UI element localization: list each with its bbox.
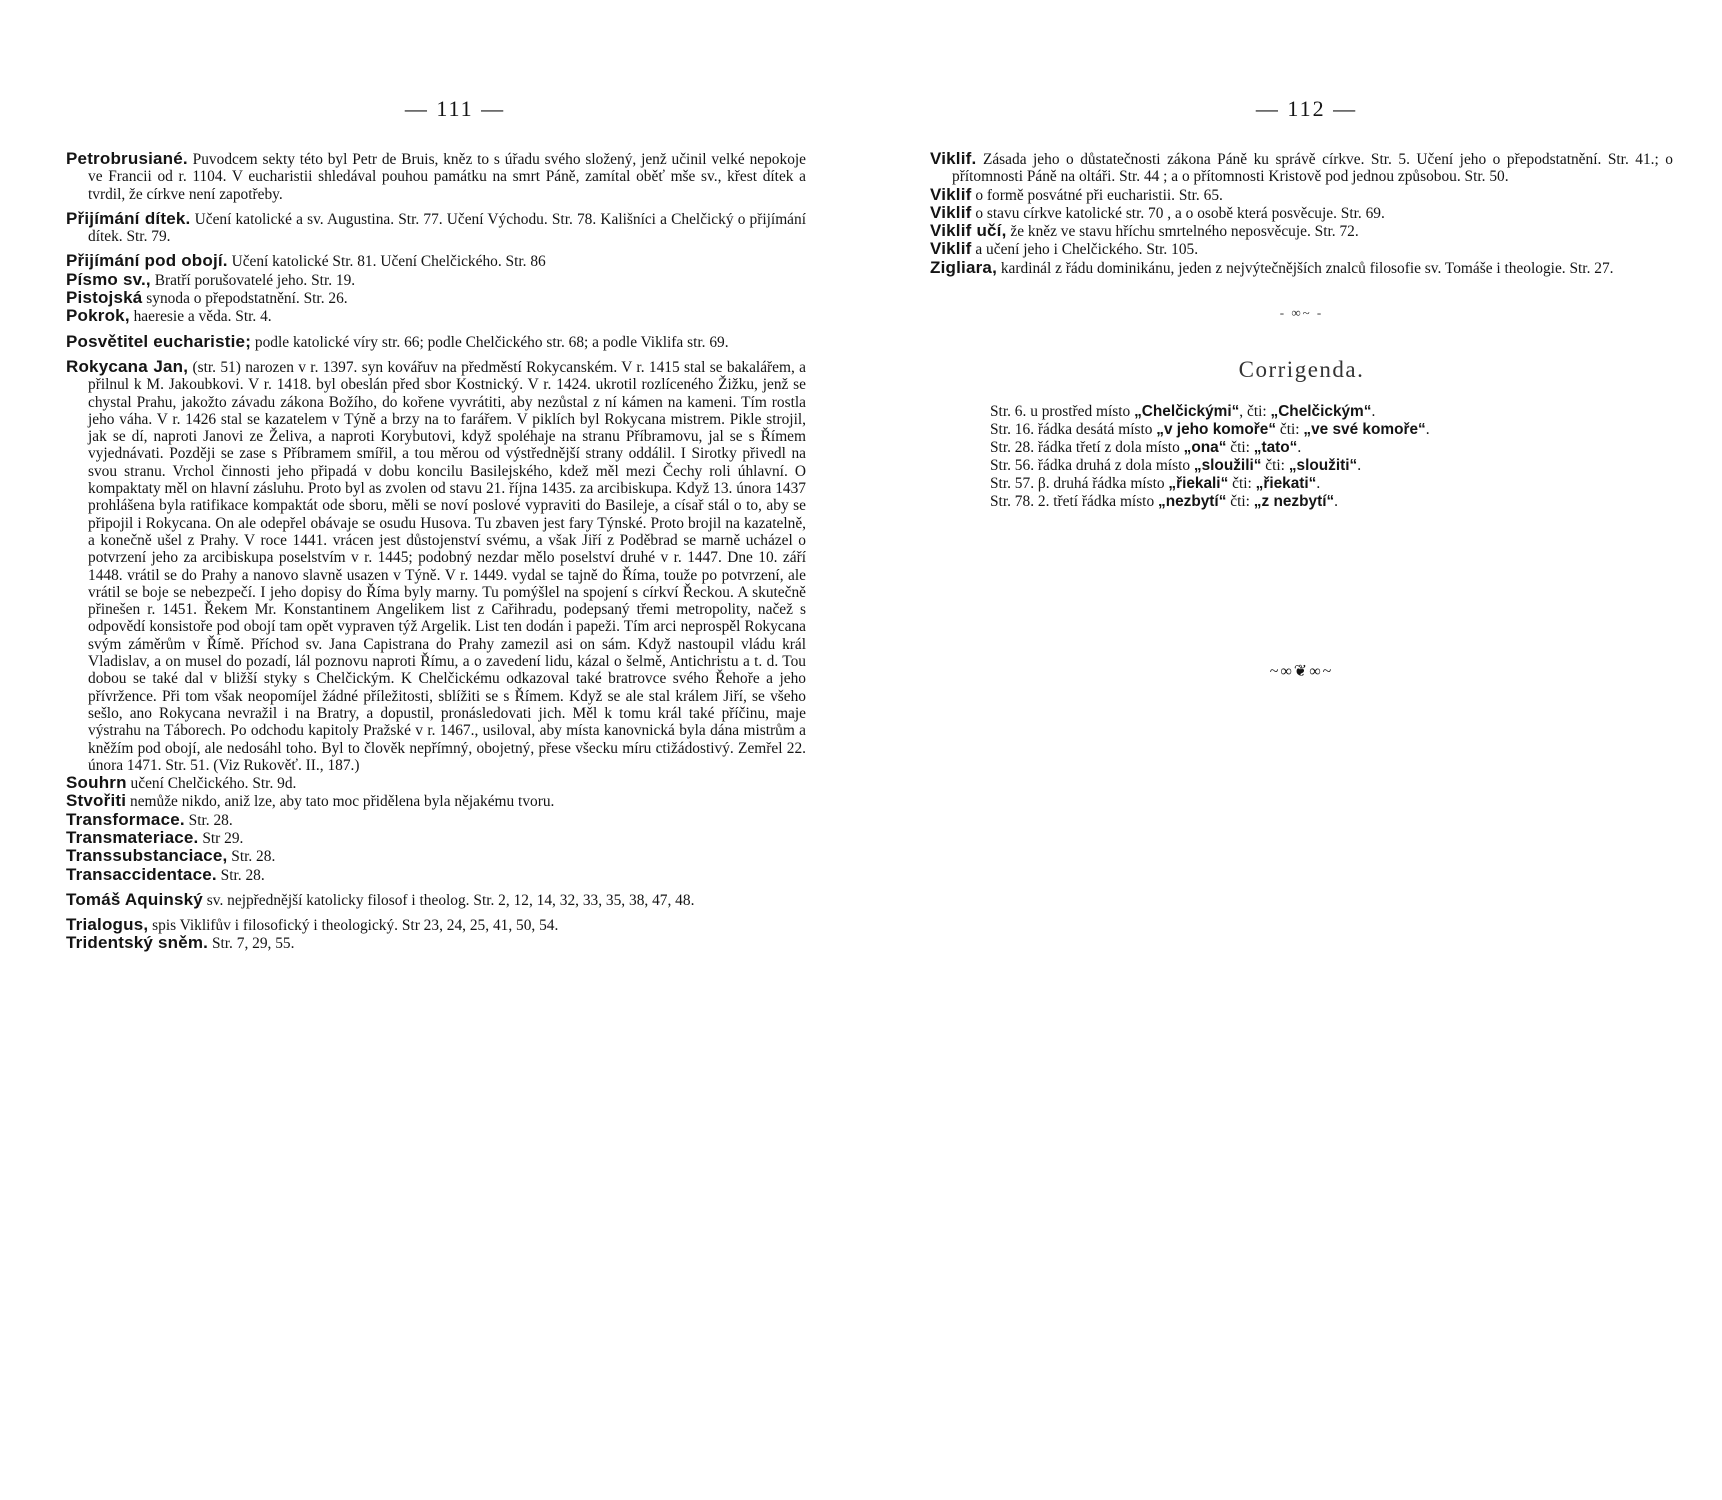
corr-end: . bbox=[1425, 421, 1430, 439]
index-entry bbox=[930, 186, 1673, 204]
entry-text: že kněz ve stavu hříchu smrtelného neposvěcuje. Str. 72. bbox=[1006, 223, 1359, 241]
corr-sep: čti: bbox=[1226, 439, 1254, 457]
entry-heading: Transformace. bbox=[66, 809, 185, 829]
corr-wrong: „sloužili“ bbox=[1193, 457, 1262, 475]
corr-end: . bbox=[1334, 493, 1339, 511]
corr-sep: čti: bbox=[1261, 457, 1289, 475]
entry-text: haeresie a věda. Str. 4. bbox=[129, 308, 272, 326]
corr-wrong: „ona“ bbox=[1183, 439, 1227, 457]
entry-heading: Posvětitel eucharistie; bbox=[66, 331, 252, 351]
entry-text: Str. 28. bbox=[184, 811, 233, 829]
entry-text: Učení katolické Str. 81. Učení Chelčického. Str. 86 bbox=[227, 253, 546, 271]
entry-text: synoda o přepodstatnění. Str. 26. bbox=[142, 290, 348, 308]
corr-sep: čti: bbox=[1228, 475, 1256, 493]
entry-heading: Tridentský sněm. bbox=[66, 933, 209, 953]
entry-text: o stavu církve katolické str. 70 , a o osobě která posvěcuje. Str. 69. bbox=[971, 204, 1385, 222]
corr-right: „ve své komoře“ bbox=[1303, 421, 1426, 439]
index-entry bbox=[930, 240, 1673, 258]
entry-heading: Zigliara, bbox=[930, 257, 997, 277]
corr-wrong: „Chelčickými“ bbox=[1134, 403, 1240, 421]
entry-heading: Pistojská bbox=[66, 288, 143, 308]
corr-ref: Str. 28. řádka třetí z dola místo bbox=[990, 439, 1184, 457]
entry-text: Bratří porušovatelé jeho. Str. 19. bbox=[150, 271, 356, 289]
entry-text: Str 29. bbox=[198, 829, 244, 847]
entry-text: kardinál z řádu dominikánu, jeden z nejvýtečnějších znalců filosofie sv. Tomáše i theologie. Str. 27. bbox=[997, 259, 1614, 277]
index-entry bbox=[66, 358, 806, 774]
corr-right: „Chelčickým“ bbox=[1270, 403, 1372, 421]
entry-text: Str. 28. bbox=[216, 866, 265, 884]
corrigenda-item bbox=[990, 475, 1673, 493]
entry-heading: Transmateriace. bbox=[66, 827, 199, 847]
entry-heading: Viklif učí, bbox=[930, 221, 1007, 241]
corrigenda-item bbox=[990, 403, 1673, 421]
corr-right: „tato“ bbox=[1253, 439, 1298, 457]
corr-wrong: „nezbytí“ bbox=[1158, 493, 1227, 511]
corrigenda-list bbox=[930, 403, 1673, 511]
index-entry bbox=[66, 891, 806, 909]
corr-ref: Str. 78. 2. třetí řádka místo bbox=[990, 493, 1158, 511]
corr-ref: Str. 6. u prostřed místo bbox=[990, 403, 1135, 421]
index-entries bbox=[66, 150, 806, 953]
entry-text: Str. 28. bbox=[227, 848, 276, 866]
corr-end: . bbox=[1316, 475, 1321, 493]
entry-text: nemůže nikdo, aniž lze, aby tato moc přidělena byla nějakému tvoru. bbox=[126, 793, 555, 811]
entry-heading: Přijímání dítek. bbox=[66, 208, 191, 228]
index-entry bbox=[66, 774, 806, 792]
entry-text: Str. 7, 29, 55. bbox=[208, 935, 295, 953]
entry-heading: Viklif bbox=[930, 184, 972, 204]
index-entry bbox=[66, 252, 806, 270]
entry-text: podle katolické víry str. 66; podle Chelčického str. 68; a podle Viklifa str. 69. bbox=[251, 333, 729, 351]
entry-text: učení Chelčického. Str. 9d. bbox=[126, 775, 297, 793]
entry-text: o formě posvátné při eucharistii. Str. 65. bbox=[971, 186, 1223, 204]
entry-heading: Transaccidentace. bbox=[66, 864, 217, 884]
index-entry bbox=[66, 271, 806, 289]
entry-heading: Písmo sv., bbox=[66, 269, 151, 289]
index-entry bbox=[930, 259, 1673, 277]
entry-text: a učení jeho i Chelčického. Str. 105. bbox=[971, 241, 1199, 259]
ornament-end-flourish: ~∞❦∞~ bbox=[1269, 663, 1334, 681]
index-entry bbox=[66, 307, 806, 325]
entry-heading: Pokrok, bbox=[66, 306, 130, 326]
index-entry bbox=[66, 847, 806, 865]
entry-heading: Viklif. bbox=[930, 149, 977, 168]
index-entry bbox=[66, 792, 806, 810]
corrigenda-item bbox=[990, 439, 1673, 457]
corrigenda-item bbox=[990, 421, 1673, 439]
index-entry bbox=[930, 204, 1673, 222]
corrigenda-item bbox=[990, 493, 1673, 511]
corrigenda-title: Corrigenda. bbox=[1238, 357, 1365, 383]
corr-sep: , čti: bbox=[1239, 403, 1271, 421]
corr-sep: čti: bbox=[1276, 421, 1304, 439]
corr-wrong: „řiekali“ bbox=[1168, 475, 1229, 493]
entry-heading: Souhrn bbox=[66, 773, 127, 793]
corr-ref: Str. 56. řádka druhá z dola místo bbox=[990, 457, 1194, 475]
entry-text: (str. 51) narozen v r. 1397. syn kovářuv na předměstí Rokycanském. V r. 1415 stal se bakalářem, a přilnul k M. Jakoubkovi. V r. 1418. byl obeslán před sbor Kostnický. V r. 1424. ukrotil rozlíceného Žižku, jenž se chystal Prahu, jakožto závadu zákona Božího, do kořene vyvrátiti, aby nezůstal z ní kámen na kameni. Tím rostla jeho váha. V r. 1426 stal se kazatelem v Týně a brzy na to farářem. V piklích byl Rokycana mistrem. Pikle strojil, jak se dí, naproti Janovi ze Želiva, a naproti Korybutovi, když spoléhaje na stranu Příbramovu, jal se s Římem vyjednávati. Později se zase s Příbramem smířil, a tou měrou od výstřednější strany oddálil. I Sirotky přivedl na svou stranu. Vrchol činnosti jeho připadá v dobu koncilu Basilejského, kdež měl mezi Čechy roli úhlavní. O kompaktaty měl on hlavní zásluhu. Proto byl as zvolen od stavu 21. října 1435. za arcibiskupa. Když 13. února 1437 prohlášena byla ratifikace kompaktát ode sboru, měli se noví poslové vypraviti do Basileje, a císař stál o to, aby se připojil i Rokycana. On ale odepřel obávaje se osudu Husova. Tu zbaven jest fary Týnské. Proto brojil na kazatelně, a konečně ušel z Prahy. V roce 1441. vrácen jest důstojenství svému, a však Jiří z Poděbrad se marně ucházel o potvrzení jeho za arcibiskupa poselstvím v r. 1445; podobný nezdar mělo poselství druhé v r. 1447. Dne 10. září 1448. vrátil se do Prahy a nanovo slavně usazen v Týně. V r. 1449. vydal se tajně do Říma, touže po potvrzení, ale vrátil se boje se nebezpečí. I jeho dopisy do Říma byly marny. Tu pomýšlel na spojení s církví Řeckou. A skutečně přinešen r. 1451. Řekem Mr. Konstantinem Angelikem list z Cařihradu, podepsaný třemi metropolity, načež s odpovědí konsistoře pod obojí tam opět vypraven týž Argelik. List ten dodán i papeži. Tím arci neprospěl Rokycana svým záměrům v Římě. Příchod sv. Jana Capistrana do Prahy zamezil asi on sám. Když nastoupil vládu král Vladislav, a on musel do pozadí, lál poznovu naproti Římu, a o zavedení lidu, kázal o šelmě, Antichristu a t. d. Tou dobou se také dal v bližší styky s Chelčickým. K Chelčickému odkazoval také bratrovce svého Řehoře a jeho přívržence. Při tom však neopomíjel žádné příležitosti, sblížiti se s Římem. Když se ale stal králem Jiří, se všeho sešlo, ano Rokycana nevražil i na Bratry, a dopustil, pronásledovati jich. Měl k tomu král také příčinu, maje výstrahu na Táborech. Po odchodu kapitoly Pražské v r. 1467., usiloval, aby místa kanovnická byla dána mistrům a kněžím pod obojí, ale nedosáhl toho. Byl to člověk nepřímný, obojetný, přese všecku míru ctižádostivý. Zemřel 22. února 1471. Str. 51. (Viz Rukověť. II., 187.) bbox=[88, 358, 806, 774]
right-page bbox=[861, 0, 1722, 1500]
index-entry bbox=[66, 150, 806, 203]
corr-right: „z nezbytí“ bbox=[1253, 493, 1335, 511]
index-entry bbox=[66, 934, 806, 952]
entry-heading: Trialogus, bbox=[66, 915, 149, 935]
corr-ref: Str. 57. β. druhá řádka místo bbox=[990, 475, 1169, 493]
index-entry bbox=[66, 811, 806, 829]
entry-heading: Transsubstanciace, bbox=[66, 846, 228, 866]
entry-heading: Viklif bbox=[930, 239, 972, 259]
index-entry bbox=[66, 916, 806, 934]
corr-end: . bbox=[1297, 439, 1302, 457]
entry-heading: Rokycana Jan, bbox=[66, 356, 189, 376]
page-number: — 111 — bbox=[404, 96, 506, 121]
corr-sep: čti: bbox=[1226, 493, 1254, 511]
index-entry bbox=[66, 866, 806, 884]
page-number: — 112 — bbox=[1255, 96, 1358, 121]
entry-heading: Stvořiti bbox=[66, 791, 127, 811]
corr-end: . bbox=[1357, 457, 1362, 475]
entry-text: Učení katolické a sv. Augustina. Str. 77. Učení Východu. Str. 78. Kališníci a Chelčický o přijímání dítek. Str. 79. bbox=[88, 210, 806, 246]
entry-text: sv. nejpřednější katolicky filosof i theolog. Str. 2, 12, 14, 32, 33, 35, 38, 47, 48. bbox=[202, 891, 695, 909]
ornament-divider: - ∞~ - bbox=[1279, 305, 1324, 321]
corr-wrong: „v jeho komoře“ bbox=[1156, 421, 1277, 439]
index-entry bbox=[66, 289, 806, 307]
corr-right: „sloužiti“ bbox=[1288, 457, 1358, 475]
entry-heading: Viklif bbox=[930, 202, 972, 222]
entry-heading: Petrobrusiané. bbox=[66, 149, 188, 168]
entry-heading: Přijímání pod obojí. bbox=[66, 251, 228, 271]
index-entries bbox=[930, 150, 1673, 277]
entry-heading: Tomáš Aquinský bbox=[66, 889, 203, 909]
index-entry bbox=[930, 222, 1673, 240]
entry-text: spis Viklifův i filosofický i theologický. Str 23, 24, 25, 41, 50, 54. bbox=[148, 917, 559, 935]
corr-right: „řiekati“ bbox=[1255, 475, 1317, 493]
index-entry bbox=[66, 210, 806, 246]
index-entry bbox=[66, 333, 806, 351]
entry-text: Puvodcem sekty této byl Petr de Bruis, kněz to s úřadu svého složený, jenž učinil velké nepokoje ve Francii od r. 1104. V eucharistii shledával pouhou památku na smrt Páně, zamítal oběť mše sv., křest dítek a tvrdil, že církve není zapotřeby. bbox=[88, 151, 806, 203]
index-entry bbox=[66, 829, 806, 847]
entry-text: Zásada jeho o důstatečnosti zákona Páně ku správě církve. Str. 5. Učení jeho o přepodstatnění. Str. 41.; o přítomnosti Páně na oltáři. Str. 44 ; a o přítomnosti Kristově pod jednou způsobou. Str. 50. bbox=[952, 151, 1673, 186]
index-entry bbox=[930, 150, 1673, 186]
corr-ref: Str. 16. řádka desátá místo bbox=[990, 421, 1157, 439]
corr-end: . bbox=[1371, 403, 1376, 421]
corrigenda-item bbox=[990, 457, 1673, 475]
